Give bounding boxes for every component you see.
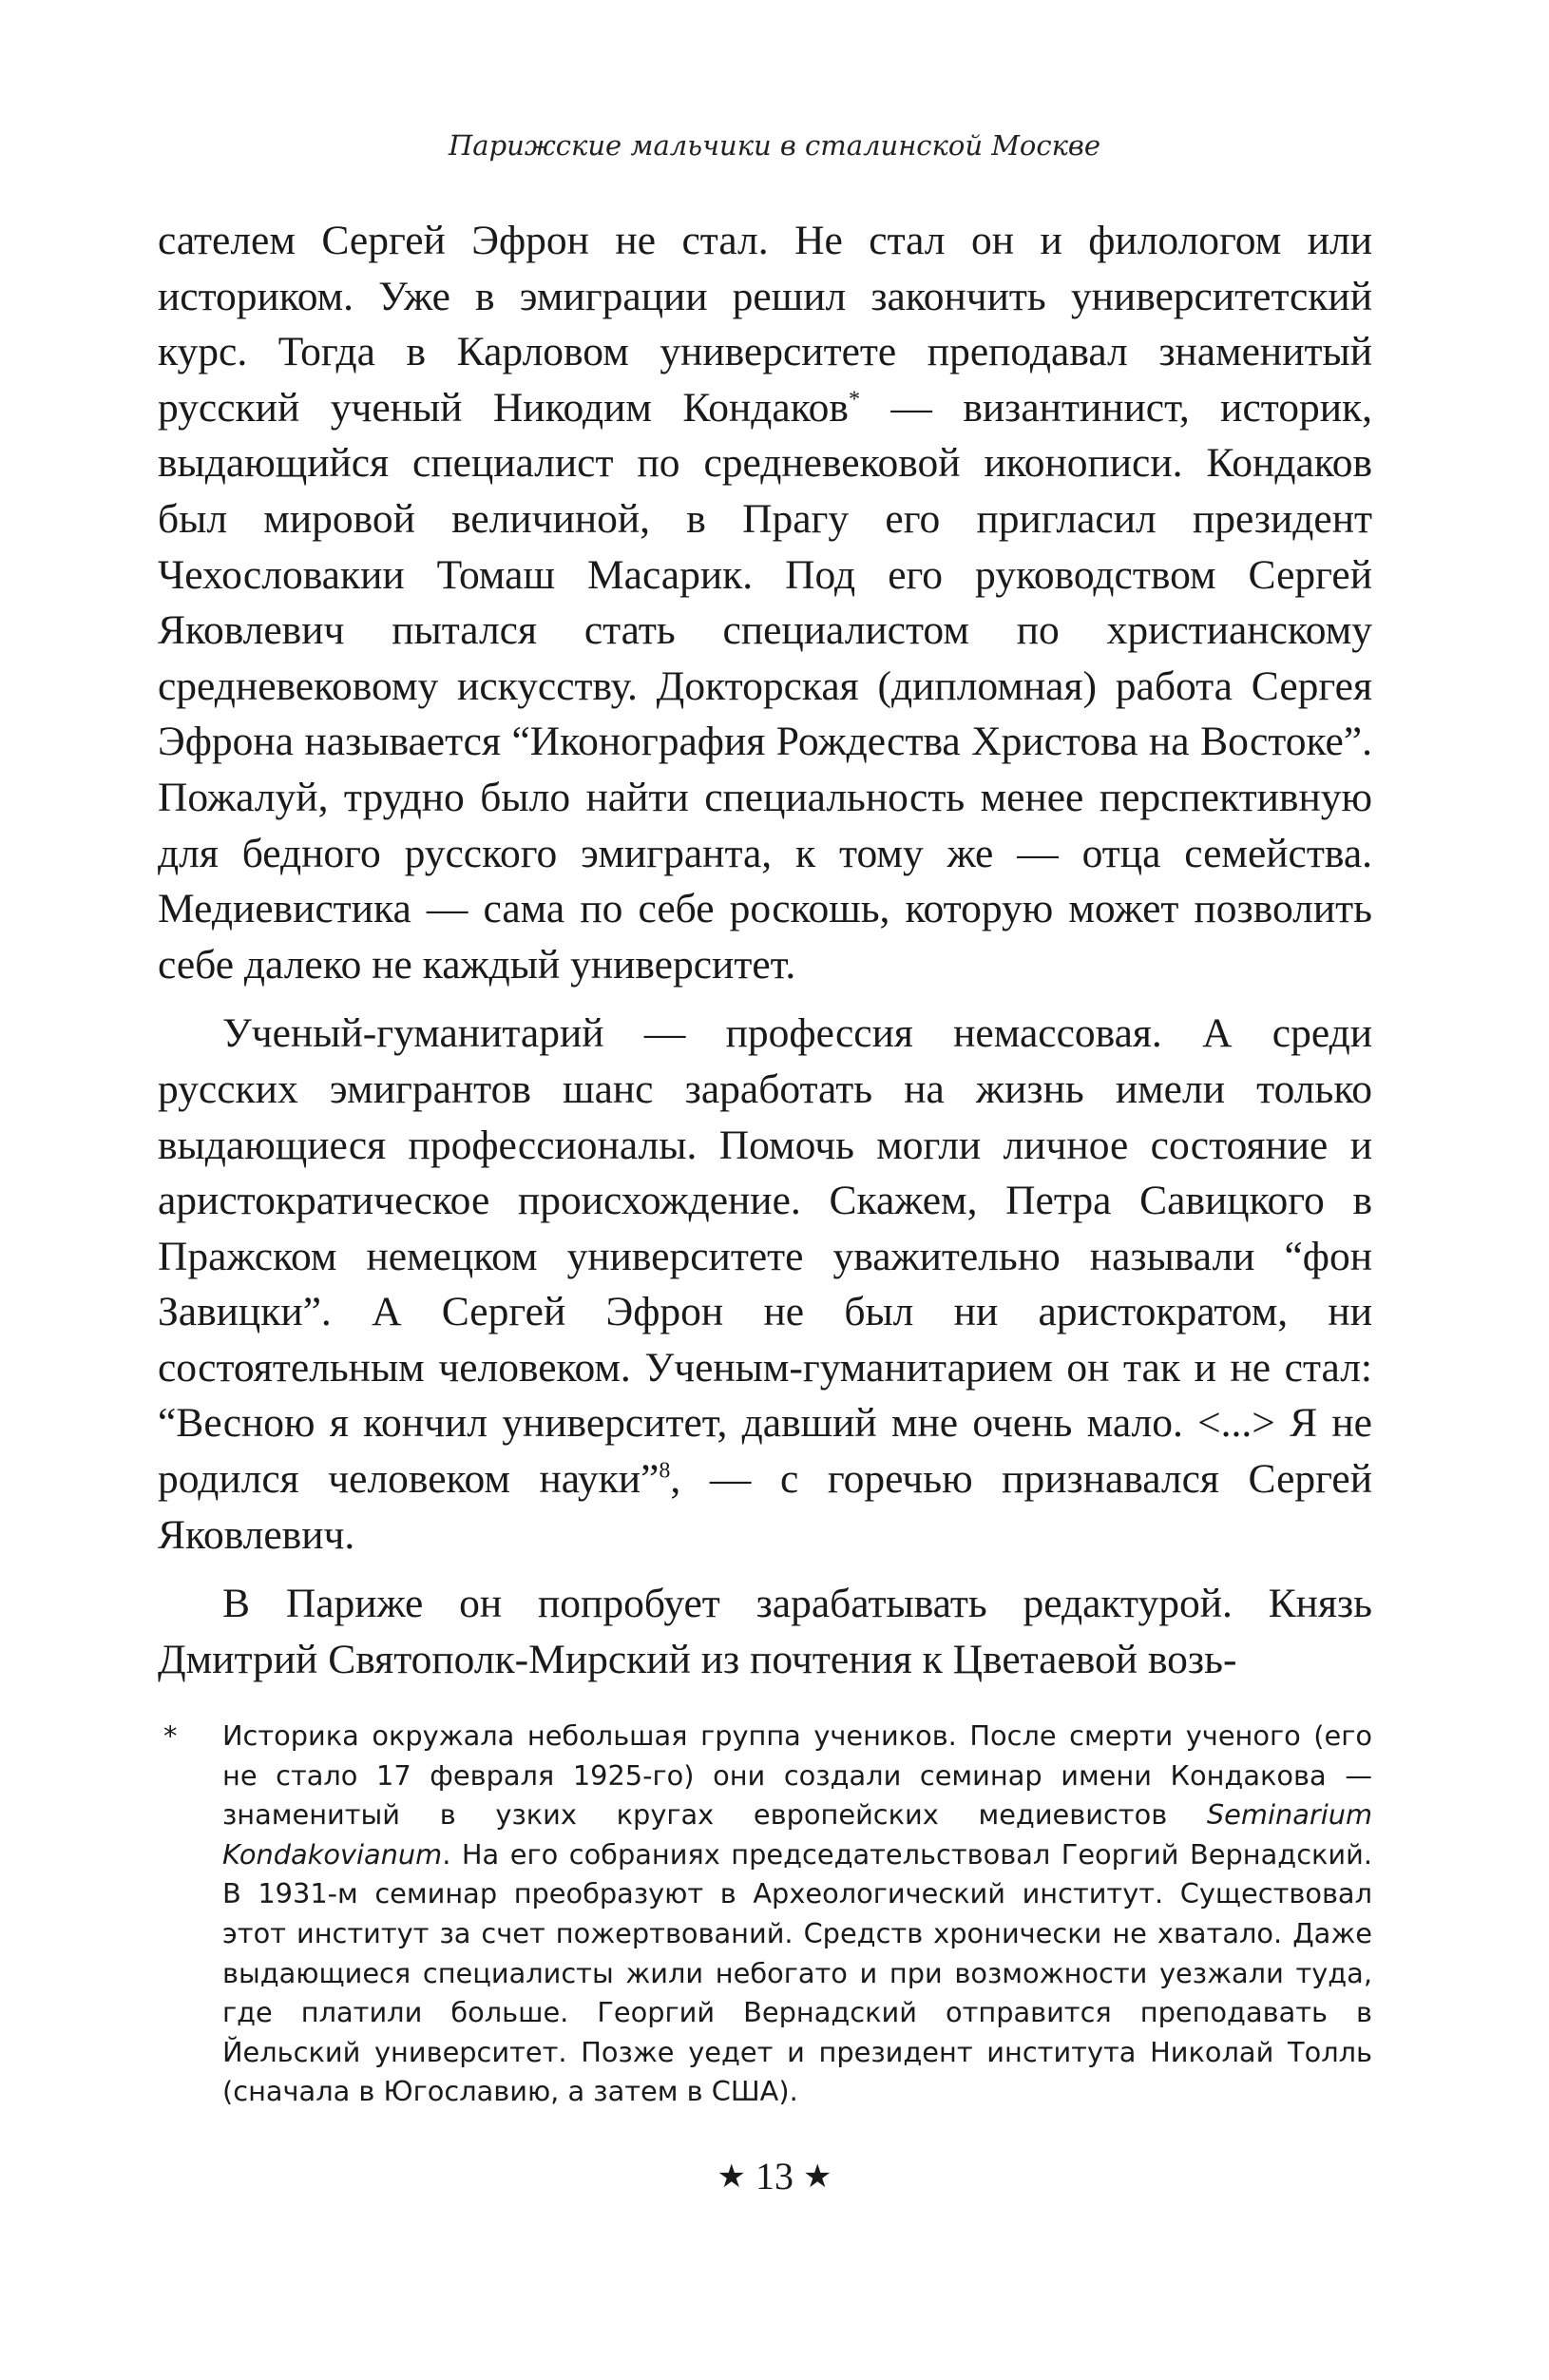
footnote-text-continued: . На его собраниях председательствовал Георгий Вернадский. В 1931-м семинар преобразуют в Археологический институт. Существовал этот институт за счет пожертвований. Средств хронически не хватало. Даже выдающиеся специалисты жили небогато и при возможности уезжали туда, где платили больше. Георгий Вернадский отправится преподавать в Йельский университет. Позже уедет и президент института Николай Толль (сначала в Югославию, а затем в США). (222, 1837, 1372, 2108)
running-head: Парижские мальчики в сталинской Москве (449, 129, 1100, 162)
page-number-block (0, 2154, 1549, 2198)
footnote-mark: * (163, 1719, 178, 1752)
footnote (158, 1717, 1372, 2112)
paragraph-1-text-continued: — византинист, историк, выдающийся специалист по средневековой иконописи. Кондаков был мировой величиной, в Прагу его пригласил президент Чехословакии Томаш Масарик. Под его руководством Сергей Яковлевич пытался стать специалистом по христианскому средневековому искусству. Докторская (дипломная) работа Сергея Эфрона называется “Иконография Рождества Христова на Востоке”. Пожалуй, трудно было найти специальность менее перспективную для бедного русского эмигранта, к тому же — отца семейства. Медиевистика — сама по себе роскошь, которую может позволить себе далеко не каждый университет. (158, 384, 1372, 988)
footnote-italic-title: Seminarium Kondakovianum (222, 1798, 1372, 1871)
paragraph-3 (158, 1576, 1372, 1687)
footnote-body (222, 1717, 1372, 2112)
footnote-reference-8: 8 (659, 1458, 671, 1484)
footnote-text: Историка окружала небольшая группа учеников. После смерти ученого (его не стало 17 февраля 1925-го) они создали семинар имени Кондакова — знаменитый в узких кругах европейских медиевистов (222, 1719, 1372, 1832)
page-number: 13 (755, 2155, 794, 2198)
paragraph-2-text: Ученый-гуманитарий — профессия немассовая. А среди русских эмигрантов шанс заработать на жизнь имели только выдающиеся профессионалы. Помочь могли личное состояние и аристократическое происхождение. Скажем, Петра Савицкого в Пражском немецком университете уважительно называли “фон Завицки”. А Сергей Эфрон не был ни аристократом, ни состоятельным человеком. Ученым-гуманитарием он так и не стал: “Весною я кончил университет, давший мне очень мало. <...> Я не родился человеком науки” (158, 1010, 1372, 1503)
main-text (158, 213, 1372, 1700)
paragraph-1 (158, 213, 1372, 992)
star-icon: ★ (803, 2158, 832, 2196)
paragraph-1-text: сателем Сергей Эфрон не стал. Не стал он и филологом или историком. Уже в эмиграции решил закончить университетский курс. Тогда в Карловом университете преподавал знаменитый русский ученый Никодим Кондаков (158, 218, 1372, 431)
footnote-reference-star: * (848, 387, 860, 413)
star-icon: ★ (717, 2158, 746, 2196)
paragraph-2-text-continued: , — с горечью признавался Сергей Яковлевич. (158, 1456, 1372, 1558)
paragraph-2 (158, 1006, 1372, 1563)
paragraph-3-text: В Париже он попробует зарабатывать редактурой. Князь Дмитрий Святополк-Мирский из почтения к Цветаевой возь- (158, 1581, 1372, 1682)
